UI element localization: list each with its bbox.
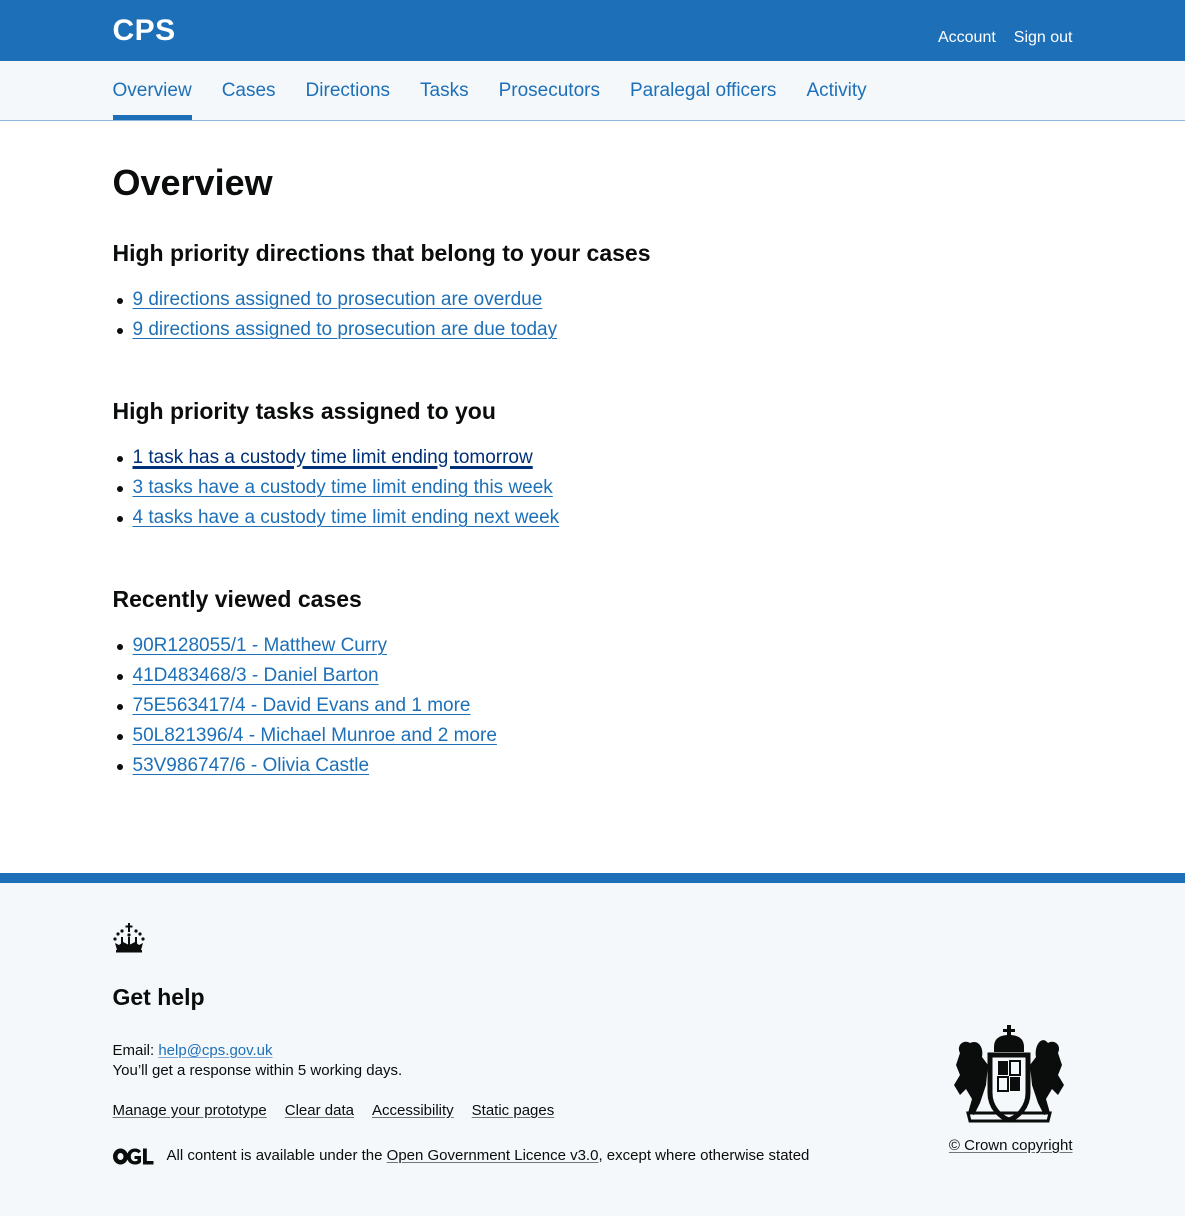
tasks-next-week-link[interactable]: 4 tasks have a custody time limit ending next week: [132, 507, 560, 528]
account-navigation: [938, 28, 1073, 48]
list-item: [113, 633, 1073, 658]
case-link[interactable]: 75E563417/4 - David Evans and 1 more: [132, 695, 471, 716]
accessibility-link[interactable]: Accessibility: [371, 1102, 454, 1119]
list-item: [113, 505, 1073, 530]
site-footer: [0, 873, 1185, 1216]
case-link[interactable]: 41D483468/3 - Daniel Barton: [132, 665, 379, 686]
nav-link-cases[interactable]: Cases: [221, 80, 276, 101]
crown-icon: [113, 923, 145, 953]
list-item: [113, 723, 1073, 748]
crown-copyright-link[interactable]: © Crown copyright: [948, 1137, 1073, 1154]
contact-info: [113, 1041, 1073, 1081]
tasks-list: [113, 445, 1073, 530]
static-pages-link[interactable]: Static pages: [471, 1102, 555, 1119]
email-label: Email:: [112, 1042, 159, 1059]
due-today-directions-link[interactable]: 9 directions assigned to prosecution are due today: [132, 319, 558, 340]
licence-statement: [113, 1146, 1073, 1166]
tasks-this-week-link[interactable]: 3 tasks have a custody time limit ending this week: [132, 477, 553, 498]
nav-item-overview: [113, 61, 192, 120]
help-email-link[interactable]: help@cps.gov.uk: [158, 1042, 273, 1059]
nav-item-tasks: [420, 61, 469, 120]
list-item: [113, 287, 1073, 312]
nav-item-activity: [806, 61, 866, 120]
site-header: [0, 0, 1185, 61]
nav-link-overview[interactable]: Overview: [112, 80, 192, 101]
nav-link-activity[interactable]: Activity: [806, 80, 867, 101]
licence-suffix: , except where otherwise stated: [598, 1147, 810, 1164]
case-link[interactable]: 90R128055/1 - Matthew Curry: [132, 635, 388, 656]
nav-link-paralegal-officers[interactable]: Paralegal officers: [629, 80, 777, 101]
royal-coat-of-arms-icon: [950, 1025, 1068, 1127]
account-link[interactable]: Account: [937, 29, 996, 46]
copyright-block: [949, 1136, 1073, 1156]
recent-cases-list: [113, 633, 1073, 778]
page-title: Overview: [112, 162, 273, 203]
footer-links: [113, 1101, 1073, 1121]
tasks-tomorrow-link[interactable]: 1 task has a custody time limit ending tomorrow: [132, 447, 533, 468]
list-item: [113, 317, 1073, 342]
case-link[interactable]: 53V986747/6 - Olivia Castle: [132, 755, 370, 776]
directions-heading: High priority directions that belong to your cases: [112, 240, 651, 266]
nav-item-cases: [222, 61, 276, 120]
case-link[interactable]: 50L821396/4 - Michael Munroe and 2 more: [132, 725, 497, 746]
nav-link-tasks[interactable]: Tasks: [420, 80, 469, 101]
recent-cases-heading: Recently viewed cases: [112, 586, 362, 612]
list-item: [113, 693, 1073, 718]
tasks-heading: High priority tasks assigned to you: [112, 398, 496, 424]
directions-section: [113, 239, 1073, 342]
service-name-link[interactable]: CPS: [112, 14, 176, 47]
recent-cases-section: [113, 585, 1073, 778]
nav-item-paralegal-officers: [630, 61, 776, 120]
directions-list: [113, 287, 1073, 342]
open-government-licence-link[interactable]: Open Government Licence v3.0: [386, 1147, 599, 1164]
overdue-directions-link[interactable]: 9 directions assigned to prosecution are overdue: [132, 289, 543, 310]
nav-link-directions[interactable]: Directions: [305, 80, 391, 101]
manage-prototype-link[interactable]: Manage your prototype: [112, 1102, 267, 1119]
list-item: [113, 753, 1073, 778]
ogl-icon: [113, 1148, 154, 1165]
tasks-section: [113, 397, 1073, 530]
get-help-heading: Get help: [112, 984, 205, 1010]
licence-prefix: All content is available under the: [166, 1147, 383, 1164]
list-item: [113, 663, 1073, 688]
sign-out-link[interactable]: Sign out: [1013, 29, 1073, 46]
nav-item-prosecutors: [499, 61, 600, 120]
clear-data-link[interactable]: Clear data: [284, 1102, 354, 1119]
nav-link-prosecutors[interactable]: Prosecutors: [498, 80, 600, 101]
main-content: [113, 121, 1073, 873]
list-item: [113, 445, 1073, 470]
nav-item-directions: [306, 61, 390, 120]
service-navigation: [0, 61, 1185, 121]
response-time-text: You’ll get a response within 5 working days.: [112, 1062, 403, 1079]
list-item: [113, 475, 1073, 500]
